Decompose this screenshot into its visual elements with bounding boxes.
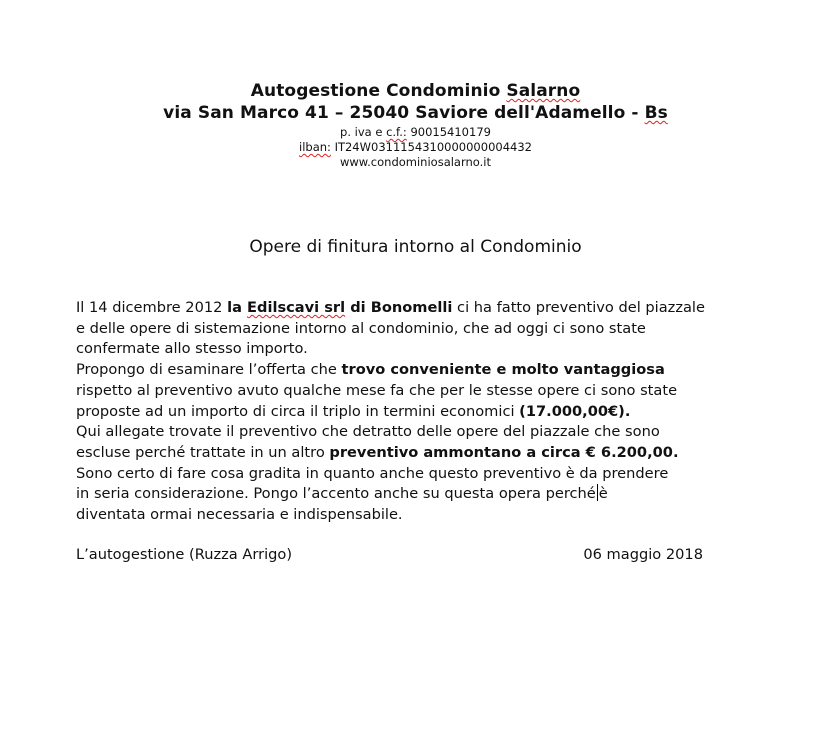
spellcheck-word: Edilscavi srl (247, 299, 346, 316)
text-cursor (597, 484, 598, 501)
letterhead-iban: ilban: IT24W0311154310000000004432 (299, 140, 532, 154)
body-line: proposte ad un importo di circa il triplo in termini economici (17.000,00€). (76, 402, 631, 420)
signature-author: L’autogestione (Ruzza Arrigo) (76, 546, 293, 563)
body-line: e delle opere di sistemazione intorno al condominio, che ad oggi ci sono state (76, 319, 646, 337)
spellcheck-word: Salarno (506, 81, 581, 101)
body-line: in seria considerazione. Pongo l’accento anche su questa opera perché è (76, 485, 608, 503)
spellcheck-word: c.f.: (386, 125, 407, 139)
spellcheck-word: Bs (644, 103, 668, 123)
letterhead (0, 80, 831, 170)
body-line: confermate allo stesso importo. (76, 340, 308, 358)
body-line: diventata ormai necessaria e indispensabile. (76, 506, 403, 524)
letterhead-vat: p. iva e c.f.: 90015410179 (340, 125, 491, 139)
letter-body (76, 298, 766, 526)
spellcheck-word: ilban: (299, 140, 331, 154)
letterhead-address: via San Marco 41 – 25040 Saviore dell'Adamello - Bs (163, 103, 668, 123)
signature-date: 06 maggio 2018 (583, 546, 703, 563)
letterhead-website: www.condominiosalarno.it (339, 155, 491, 169)
body-line: Il 14 dicembre 2012 la Edilscavi srl di Bonomelli ci ha fatto preventivo del piazzale (76, 299, 705, 316)
body-line: rispetto al preventivo avuto qualche mese fa che per le stesse opere ci sono state (76, 381, 678, 399)
body-line: Qui allegate trovate il preventivo che detratto delle opere del piazzale che sono (76, 423, 660, 441)
letter-subject: Opere di finitura intorno al Condominio (249, 237, 582, 257)
body-line: escluse perché trattate in un altro preventivo ammontano a circa € 6.200,00. (76, 443, 679, 461)
body-line: Sono certo di fare cosa gradita in quanto anche questo preventivo è da prendere (76, 464, 669, 482)
body-line: Propongo di esaminare l’offerta che trovo conveniente e molto vantaggiosa (76, 361, 665, 379)
letterhead-title: Autogestione Condominio Salarno (250, 81, 581, 101)
